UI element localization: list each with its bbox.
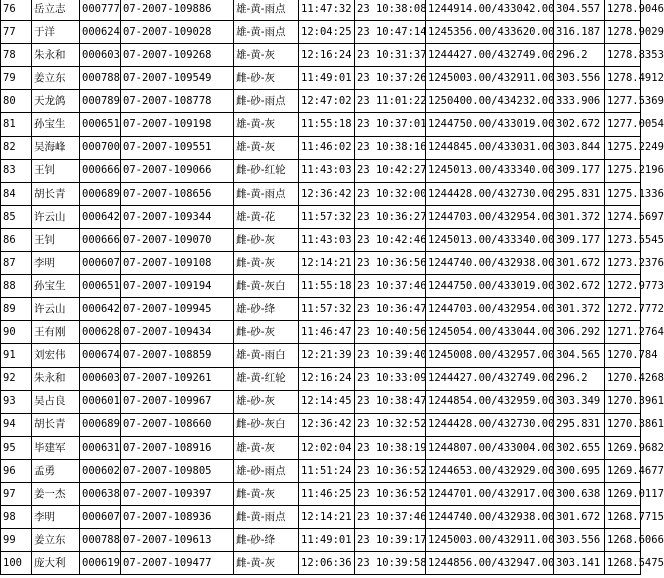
pigeon-description-cell: 雌-黄-灰 — [234, 252, 299, 275]
distance-cell: 303.556 — [554, 67, 605, 90]
coordinates-cell: 1244807.00/433004.00 — [426, 436, 554, 459]
speed-cell: 1278.9029 — [605, 21, 641, 44]
distance-cell: 333.906 — [554, 90, 605, 113]
name-cell: 许云山 — [32, 205, 80, 228]
pigeon-description-cell: 雄-黄-花 — [234, 205, 299, 228]
pigeon-description-cell: 雄-黄-红轮 — [234, 367, 299, 390]
ring-number-cell: 07-2007-109194 — [121, 275, 234, 298]
name-cell: 姜立东 — [32, 529, 80, 552]
ring-number-cell: 07-2007-109070 — [121, 228, 234, 251]
distance-cell: 300.638 — [554, 482, 605, 505]
rank-cell: 96 — [1, 459, 32, 482]
time-cell: 12:16:24 — [299, 44, 355, 67]
distance-cell: 304.557 — [554, 0, 605, 21]
arrival-cell: 23 10:32:52 — [355, 413, 426, 436]
member-id-cell: 000628 — [80, 321, 121, 344]
ring-number-cell: 07-2007-109268 — [121, 44, 234, 67]
name-cell: 孙宝生 — [32, 275, 80, 298]
member-id-cell: 000603 — [80, 44, 121, 67]
ring-number-cell: 07-2007-109967 — [121, 390, 234, 413]
name-cell: 于洋 — [32, 21, 80, 44]
time-cell: 11:43:03 — [299, 228, 355, 251]
pigeon-description-cell: 雌-黄-灰白 — [234, 275, 299, 298]
member-id-cell: 000674 — [80, 344, 121, 367]
results-table-body — [1, 0, 664, 575]
pigeon-description-cell: 雌-砂-红轮 — [234, 159, 299, 182]
arrival-cell: 23 10:37:01 — [355, 113, 426, 136]
member-id-cell: 000788 — [80, 67, 121, 90]
ring-number-cell: 07-2007-109477 — [121, 552, 234, 575]
rank-cell: 100 — [1, 552, 32, 575]
time-cell: 11:55:18 — [299, 113, 355, 136]
arrival-cell: 23 10:42:46 — [355, 228, 426, 251]
distance-cell: 296.2 — [554, 44, 605, 67]
name-cell: 吴占良 — [32, 390, 80, 413]
table-row — [1, 344, 641, 367]
ring-number-cell: 07-2007-109549 — [121, 67, 234, 90]
speed-cell: 1269.9682 — [605, 436, 641, 459]
member-id-cell: 000689 — [80, 413, 121, 436]
distance-cell: 302.655 — [554, 436, 605, 459]
rank-cell: 93 — [1, 390, 32, 413]
time-cell: 11:46:02 — [299, 136, 355, 159]
arrival-cell: 23 10:37:46 — [355, 506, 426, 529]
coordinates-cell: 1244856.00/432947.00 — [426, 552, 554, 575]
distance-cell: 296.2 — [554, 367, 605, 390]
arrival-cell: 23 10:38:47 — [355, 390, 426, 413]
name-cell: 朱永和 — [32, 44, 80, 67]
pigeon-description-cell: 雄-砂-灰 — [234, 390, 299, 413]
rank-cell: 92 — [1, 367, 32, 390]
speed-cell: 1278.4912 — [605, 67, 641, 90]
speed-cell: 1273.5545 — [605, 228, 641, 251]
arrival-cell: 23 10:39:17 — [355, 529, 426, 552]
pigeon-description-cell: 雄-黄-灰 — [234, 136, 299, 159]
coordinates-cell: 1244703.00/432954.00 — [426, 298, 554, 321]
rank-cell: 88 — [1, 275, 32, 298]
time-cell: 12:06:36 — [299, 552, 355, 575]
table-row — [1, 228, 641, 251]
speed-cell: 1269.4677 — [605, 459, 641, 482]
speed-cell: 1272.7772 — [605, 298, 641, 321]
time-cell: 12:14:21 — [299, 252, 355, 275]
time-cell: 11:46:25 — [299, 482, 355, 505]
time-cell: 11:57:32 — [299, 205, 355, 228]
table-row — [1, 205, 641, 228]
rank-cell: 90 — [1, 321, 32, 344]
rank-cell: 78 — [1, 44, 32, 67]
coordinates-cell: 1245003.00/432911.00 — [426, 529, 554, 552]
table-row — [1, 529, 641, 552]
speed-cell: 1269.0117 — [605, 482, 641, 505]
member-id-cell: 000619 — [80, 552, 121, 575]
time-cell: 12:04:25 — [299, 21, 355, 44]
coordinates-cell: 1244750.00/433019.00 — [426, 275, 554, 298]
rank-cell: 86 — [1, 228, 32, 251]
rank-cell: 84 — [1, 182, 32, 205]
ring-number-cell: 07-2007-109805 — [121, 459, 234, 482]
coordinates-cell: 1245013.00/433340.00 — [426, 159, 554, 182]
coordinates-cell: 1244750.00/433019.00 — [426, 113, 554, 136]
distance-cell: 295.831 — [554, 182, 605, 205]
speed-cell: 1275.1336 — [605, 182, 641, 205]
member-id-cell: 000642 — [80, 298, 121, 321]
table-row — [1, 90, 641, 113]
member-id-cell: 000602 — [80, 459, 121, 482]
name-cell: 李明 — [32, 252, 80, 275]
time-cell: 11:46:47 — [299, 321, 355, 344]
ring-number-cell: 07-2007-109066 — [121, 159, 234, 182]
rank-cell: 97 — [1, 482, 32, 505]
rank-cell: 79 — [1, 67, 32, 90]
speed-cell: 1268.6066 — [605, 529, 641, 552]
member-id-cell: 000700 — [80, 136, 121, 159]
rank-cell: 95 — [1, 436, 32, 459]
arrival-cell: 23 10:36:52 — [355, 482, 426, 505]
arrival-cell: 23 10:40:56 — [355, 321, 426, 344]
name-cell: 刘宏伟 — [32, 344, 80, 367]
coordinates-cell: 1245356.00/433620.00 — [426, 21, 554, 44]
coordinates-cell: 1244701.00/432917.00 — [426, 482, 554, 505]
distance-cell: 301.672 — [554, 506, 605, 529]
speed-cell: 1277.0054 — [605, 113, 641, 136]
pigeon-description-cell: 雌-黄-雨点 — [234, 506, 299, 529]
time-cell: 11:49:01 — [299, 67, 355, 90]
coordinates-cell: 1244428.00/432730.00 — [426, 182, 554, 205]
pigeon-description-cell: 雄-黄-灰 — [234, 436, 299, 459]
ring-number-cell: 07-2007-109945 — [121, 298, 234, 321]
table-row — [1, 506, 641, 529]
rank-cell: 98 — [1, 506, 32, 529]
arrival-cell: 23 10:47:14 — [355, 21, 426, 44]
table-row — [1, 482, 641, 505]
time-cell: 11:47:32 — [299, 0, 355, 21]
table-row — [1, 252, 641, 275]
member-id-cell: 000651 — [80, 113, 121, 136]
arrival-cell: 23 10:37:46 — [355, 275, 426, 298]
table-row — [1, 67, 641, 90]
name-cell: 李明 — [32, 506, 80, 529]
distance-cell: 303.349 — [554, 390, 605, 413]
table-row — [1, 21, 641, 44]
speed-cell: 1270.784 — [605, 344, 641, 367]
arrival-cell: 23 10:38:08 — [355, 0, 426, 21]
coordinates-cell: 1244653.00/432929.00 — [426, 459, 554, 482]
distance-cell: 316.187 — [554, 21, 605, 44]
speed-cell: 1275.2196 — [605, 159, 641, 182]
pigeon-description-cell: 雌-黄-雨点 — [234, 182, 299, 205]
member-id-cell: 000631 — [80, 436, 121, 459]
name-cell: 姜立东 — [32, 67, 80, 90]
table-row — [1, 182, 641, 205]
name-cell: 朱永和 — [32, 367, 80, 390]
rank-cell: 89 — [1, 298, 32, 321]
coordinates-cell: 1244854.00/432959.00 — [426, 390, 554, 413]
pigeon-description-cell: 雄-砂-绛 — [234, 298, 299, 321]
table-row — [1, 275, 641, 298]
speed-cell: 1268.5475 — [605, 552, 641, 575]
time-cell: 11:43:03 — [299, 159, 355, 182]
coordinates-cell: 1250400.00/434232.00 — [426, 90, 554, 113]
ring-number-cell: 07-2007-108859 — [121, 344, 234, 367]
pigeon-description-cell: 雄-黄-雨白 — [234, 344, 299, 367]
name-cell: 许云山 — [32, 298, 80, 321]
ring-number-cell: 07-2007-108916 — [121, 436, 234, 459]
member-id-cell: 000624 — [80, 21, 121, 44]
name-cell: 庞大利 — [32, 552, 80, 575]
coordinates-cell: 1244427.00/432749.00 — [426, 367, 554, 390]
coordinates-cell: 1244703.00/432954.00 — [426, 205, 554, 228]
distance-cell: 302.672 — [554, 113, 605, 136]
pigeon-description-cell: 雄-砂-雨点 — [234, 459, 299, 482]
table-row — [1, 367, 641, 390]
table-row — [1, 321, 641, 344]
distance-cell: 303.844 — [554, 136, 605, 159]
pigeon-description-cell: 雄-黄-灰 — [234, 113, 299, 136]
time-cell: 11:57:32 — [299, 298, 355, 321]
time-cell: 12:14:21 — [299, 506, 355, 529]
member-id-cell: 000638 — [80, 482, 121, 505]
pigeon-description-cell: 雌-砂-灰白 — [234, 413, 299, 436]
rank-cell: 91 — [1, 344, 32, 367]
speed-cell: 1270.4268 — [605, 367, 641, 390]
speed-cell: 1278.9046 — [605, 0, 641, 21]
time-cell: 11:55:18 — [299, 275, 355, 298]
arrival-cell: 23 10:32:00 — [355, 182, 426, 205]
ring-number-cell: 07-2007-109028 — [121, 21, 234, 44]
name-cell: 王钊 — [32, 159, 80, 182]
name-cell: 姜一杰 — [32, 482, 80, 505]
member-id-cell: 000666 — [80, 159, 121, 182]
name-cell: 孙宝生 — [32, 113, 80, 136]
coordinates-cell: 1245008.00/432957.00 — [426, 344, 554, 367]
coordinates-cell: 1245013.00/433340.00 — [426, 228, 554, 251]
name-cell: 孟勇 — [32, 459, 80, 482]
pigeon-description-cell: 雌-砂-灰 — [234, 228, 299, 251]
distance-cell: 306.292 — [554, 321, 605, 344]
time-cell: 12:36:42 — [299, 413, 355, 436]
rank-cell: 85 — [1, 205, 32, 228]
time-cell: 12:47:02 — [299, 90, 355, 113]
speed-cell: 1277.5369 — [605, 90, 641, 113]
speed-cell: 1274.5697 — [605, 205, 641, 228]
ring-number-cell: 07-2007-109261 — [121, 367, 234, 390]
distance-cell: 301.672 — [554, 252, 605, 275]
ring-number-cell: 07-2007-109551 — [121, 136, 234, 159]
table-row — [1, 159, 641, 182]
distance-cell: 301.372 — [554, 205, 605, 228]
speed-cell: 1268.7715 — [605, 506, 641, 529]
time-cell: 12:36:42 — [299, 182, 355, 205]
table-row — [1, 298, 641, 321]
pigeon-description-cell: 雄-黄-雨点 — [234, 0, 299, 21]
member-id-cell: 000601 — [80, 390, 121, 413]
arrival-cell: 23 11:01:22 — [355, 90, 426, 113]
arrival-cell: 23 10:38:19 — [355, 436, 426, 459]
time-cell: 11:51:24 — [299, 459, 355, 482]
ring-number-cell: 07-2007-108656 — [121, 182, 234, 205]
distance-cell: 302.672 — [554, 275, 605, 298]
speed-cell: 1275.2249 — [605, 136, 641, 159]
pigeon-description-cell: 雌-砂-灰 — [234, 67, 299, 90]
arrival-cell: 23 10:39:58 — [355, 552, 426, 575]
rank-cell: 99 — [1, 529, 32, 552]
arrival-cell: 23 10:36:56 — [355, 252, 426, 275]
table-row — [1, 113, 641, 136]
member-id-cell: 000607 — [80, 252, 121, 275]
rank-cell: 83 — [1, 159, 32, 182]
name-cell: 岳立志 — [32, 0, 80, 21]
distance-cell: 301.372 — [554, 298, 605, 321]
ring-number-cell: 07-2007-109434 — [121, 321, 234, 344]
arrival-cell: 23 10:36:52 — [355, 459, 426, 482]
speed-cell: 1272.9773 — [605, 275, 641, 298]
distance-cell: 295.831 — [554, 413, 605, 436]
distance-cell: 309.177 — [554, 159, 605, 182]
member-id-cell: 000777 — [80, 0, 121, 21]
rank-cell: 87 — [1, 252, 32, 275]
ring-number-cell: 07-2007-109397 — [121, 482, 234, 505]
ring-number-cell: 07-2007-108936 — [121, 506, 234, 529]
table-row — [1, 552, 641, 575]
table-row — [1, 436, 641, 459]
name-cell: 天龙鸽 — [32, 90, 80, 113]
table-row — [1, 459, 641, 482]
member-id-cell: 000788 — [80, 529, 121, 552]
name-cell: 胡长青 — [32, 182, 80, 205]
distance-cell: 300.695 — [554, 459, 605, 482]
name-cell: 王有刚 — [32, 321, 80, 344]
coordinates-cell: 1244740.00/432938.00 — [426, 506, 554, 529]
member-id-cell: 000607 — [80, 506, 121, 529]
speed-cell: 1270.3961 — [605, 390, 641, 413]
coordinates-cell: 1244428.00/432730.00 — [426, 413, 554, 436]
ring-number-cell: 07-2007-108660 — [121, 413, 234, 436]
rank-cell: 77 — [1, 21, 32, 44]
time-cell: 12:14:45 — [299, 390, 355, 413]
pigeon-description-cell: 雄-黄-灰 — [234, 44, 299, 67]
arrival-cell: 23 10:39:40 — [355, 344, 426, 367]
ring-number-cell: 07-2007-109198 — [121, 113, 234, 136]
rank-cell: 94 — [1, 413, 32, 436]
arrival-cell: 23 10:42:27 — [355, 159, 426, 182]
time-cell: 12:16:24 — [299, 367, 355, 390]
rank-cell: 81 — [1, 113, 32, 136]
distance-cell: 304.565 — [554, 344, 605, 367]
time-cell: 12:21:39 — [299, 344, 355, 367]
member-id-cell: 000651 — [80, 275, 121, 298]
time-cell: 12:02:04 — [299, 436, 355, 459]
coordinates-cell: 1244914.00/433042.00 — [426, 0, 554, 21]
table-row — [1, 0, 641, 21]
table-row — [1, 413, 641, 436]
member-id-cell: 000666 — [80, 228, 121, 251]
name-cell: 吴海峰 — [32, 136, 80, 159]
name-cell: 毕建军 — [32, 436, 80, 459]
coordinates-cell: 1244740.00/432938.00 — [426, 252, 554, 275]
distance-cell: 303.556 — [554, 529, 605, 552]
ring-number-cell: 07-2007-109613 — [121, 529, 234, 552]
arrival-cell: 23 10:33:09 — [355, 367, 426, 390]
member-id-cell: 000642 — [80, 205, 121, 228]
distance-cell: 303.141 — [554, 552, 605, 575]
speed-cell: 1270.3861 — [605, 413, 641, 436]
arrival-cell: 23 10:31:37 — [355, 44, 426, 67]
speed-cell: 1271.2764 — [605, 321, 641, 344]
ring-number-cell: 07-2007-108778 — [121, 90, 234, 113]
speed-cell: 1273.2376 — [605, 252, 641, 275]
ring-number-cell: 07-2007-109344 — [121, 205, 234, 228]
speed-cell: 1278.8353 — [605, 44, 641, 67]
rank-cell: 76 — [1, 0, 32, 21]
name-cell: 胡长青 — [32, 413, 80, 436]
rank-cell: 82 — [1, 136, 32, 159]
coordinates-cell: 1245054.00/433044.00 — [426, 321, 554, 344]
coordinates-cell: 1245003.00/432911.00 — [426, 67, 554, 90]
member-id-cell: 000603 — [80, 367, 121, 390]
member-id-cell: 000789 — [80, 90, 121, 113]
ring-number-cell: 07-2007-109886 — [121, 0, 234, 21]
pigeon-description-cell: 雌-黄-灰 — [234, 482, 299, 505]
pigeon-description-cell: 雌-砂-雨点 — [234, 90, 299, 113]
table-row — [1, 136, 641, 159]
pigeon-description-cell: 雌-黄-灰 — [234, 552, 299, 575]
pigeon-description-cell: 雄-黄-雨点 — [234, 21, 299, 44]
arrival-cell: 23 10:38:16 — [355, 136, 426, 159]
coordinates-cell: 1244427.00/432749.00 — [426, 44, 554, 67]
rank-cell: 80 — [1, 90, 32, 113]
coordinates-cell: 1244845.00/433031.00 — [426, 136, 554, 159]
ring-number-cell: 07-2007-109108 — [121, 252, 234, 275]
pigeon-description-cell: 雌-砂-灰 — [234, 321, 299, 344]
arrival-cell: 23 10:36:27 — [355, 205, 426, 228]
name-cell: 王钊 — [32, 228, 80, 251]
table-row — [1, 390, 641, 413]
distance-cell: 309.177 — [554, 228, 605, 251]
pigeon-description-cell: 雌-砂-绛 — [234, 529, 299, 552]
time-cell: 11:49:01 — [299, 529, 355, 552]
member-id-cell: 000689 — [80, 182, 121, 205]
arrival-cell: 23 10:37:26 — [355, 67, 426, 90]
table-row — [1, 44, 641, 67]
arrival-cell: 23 10:36:47 — [355, 298, 426, 321]
